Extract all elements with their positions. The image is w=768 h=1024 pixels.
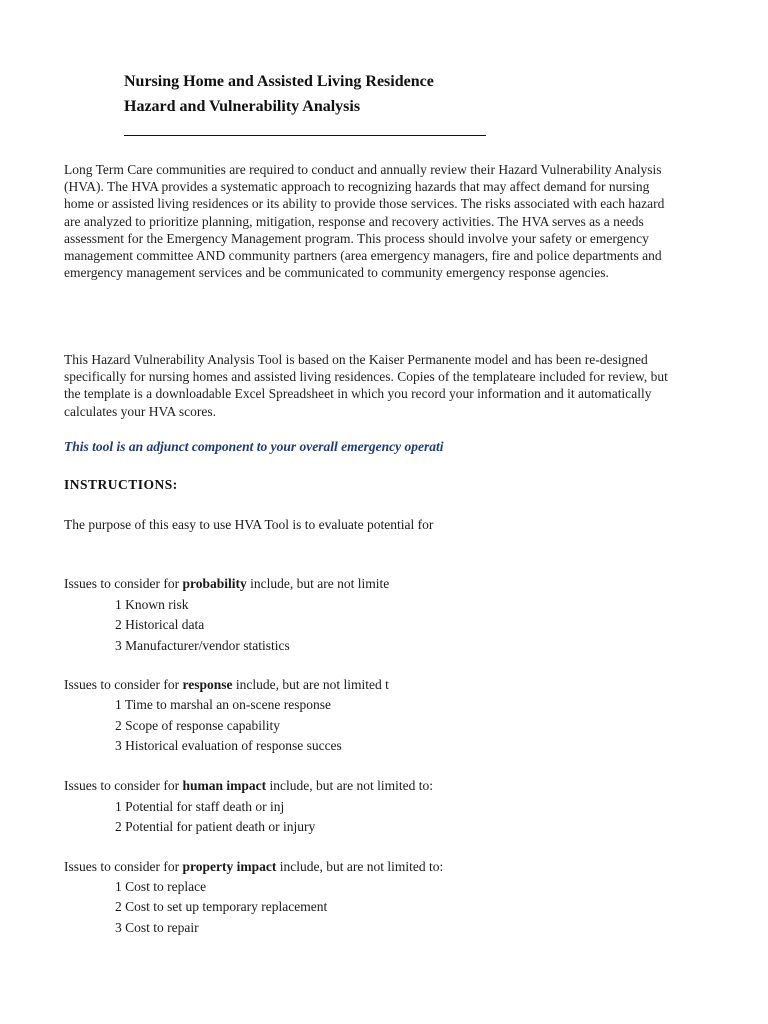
property-impact-keyword: property impact bbox=[182, 859, 277, 874]
title-underline-rule bbox=[124, 135, 486, 136]
human-impact-item: 1 Potential for staff death or inj bbox=[115, 799, 285, 814]
instructions-heading: INSTRUCTIONS: bbox=[64, 477, 178, 492]
human-impact-keyword: human impact bbox=[182, 778, 267, 793]
response-item: 1 Time to marshal an on-scene response bbox=[115, 697, 331, 712]
intro-paragraph: Long Term Care communities are required to conduct and annually review their Hazard Vulnerability Analysis (HVA). The HVA provides a systematic approach to recognizing hazards that may affect demand for nursing home or assisted living residences or its ability to provide those services. The risks associated with each hazard are analyzed to prioritize planning, mitigation, response and recovery activities. The HVA serves as a needs assessment for the Emergency Management program. This process should involve your safety or emergency management committee AND community partners (area emergency managers, fire and police departments and emergency management services and be communicated to community emergency response agencies. bbox=[64, 162, 665, 281]
adjunct-note: This tool is an adjunct component to your overall emergency operati bbox=[64, 439, 444, 454]
human-impact-item: 2 Potential for patient death or injury bbox=[115, 819, 316, 834]
human-impact-issues-line bbox=[64, 777, 484, 794]
issues-suffix: include, but are not limited t bbox=[232, 677, 389, 692]
document-title-line-2: Hazard and Vulnerability Analysis bbox=[124, 98, 361, 115]
probability-issues-line bbox=[64, 575, 428, 592]
probability-item: 3 Manufacturer/vendor statistics bbox=[115, 638, 290, 653]
issues-suffix: include, but are not limited to: bbox=[276, 859, 444, 874]
issues-prefix: Issues to consider for bbox=[64, 576, 183, 591]
property-impact-item: 2 Cost to set up temporary replacement bbox=[115, 899, 328, 914]
probability-item: 2 Historical data bbox=[115, 617, 205, 632]
issues-prefix: Issues to consider for bbox=[64, 859, 183, 874]
issues-suffix: include, but are not limite bbox=[246, 576, 390, 591]
response-item: 3 Historical evaluation of response succes bbox=[115, 738, 342, 753]
issues-prefix: Issues to consider for bbox=[64, 778, 183, 793]
property-impact-issues-line bbox=[64, 858, 494, 875]
response-item: 2 Scope of response capability bbox=[115, 718, 280, 733]
response-keyword: response bbox=[182, 677, 233, 692]
issues-suffix: include, but are not limited to: bbox=[266, 778, 433, 793]
issues-prefix: Issues to consider for bbox=[64, 677, 183, 692]
tool-description-paragraph: This Hazard Vulnerability Analysis Tool is based on the Kaiser Permanente model and has been re-designed specifically for nursing homes and assisted living residences. Copies of the templateare included for review, but the template is a downloadable Excel Spreadsheet in which you record your information and it automatically calculates your HVA scores. bbox=[64, 352, 668, 419]
probability-item: 1 Known risk bbox=[115, 597, 189, 612]
probability-keyword: probability bbox=[182, 576, 247, 591]
document-title-line-1: Nursing Home and Assisted Living Residence bbox=[124, 73, 434, 90]
purpose-statement: The purpose of this easy to use HVA Tool is to evaluate potential for bbox=[64, 517, 434, 532]
property-impact-item: 3 Cost to repair bbox=[115, 920, 199, 935]
property-impact-item: 1 Cost to replace bbox=[115, 879, 207, 894]
response-issues-line bbox=[64, 676, 428, 693]
